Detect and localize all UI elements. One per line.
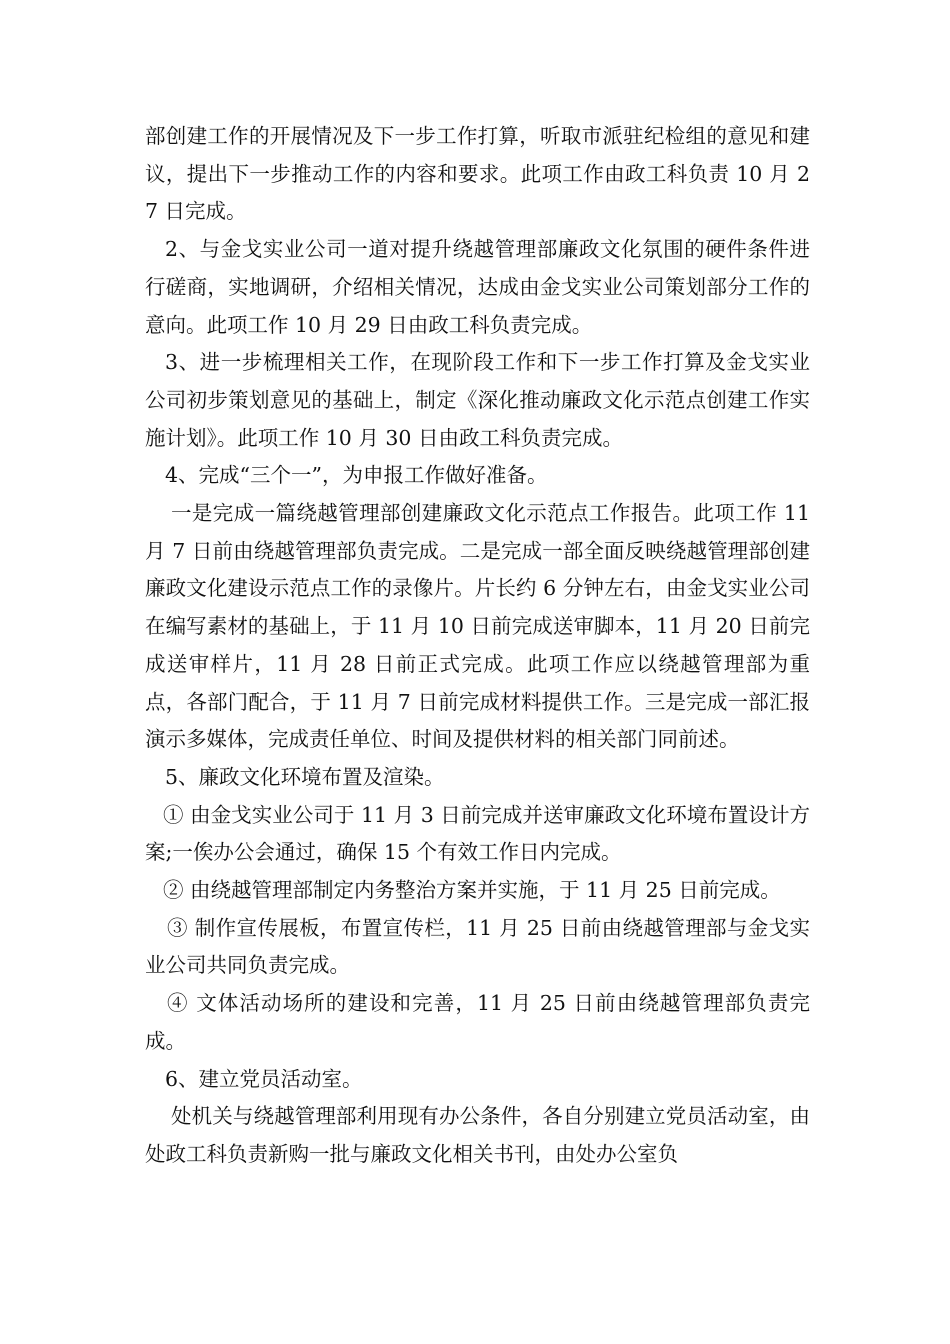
paragraph-sub-item-3: ③ 制作宣传展板，布置宣传栏，11 月 25 日前由绕越管理部与金戈实业公司共同负责完成。 <box>145 915 810 978</box>
paragraph-item-2: 2、与金戈实业公司一道对提升绕越管理部廉政文化氛围的硬件条件进行磋商，实地调研，介绍相关情况，达成由金戈实业公司策划部分工作的意向。此项工作 10 月 29 日由政工科负责完成。 <box>145 237 810 337</box>
paragraph-item-6-heading: 6、建立党员活动室。 <box>165 1066 363 1091</box>
document-body <box>145 118 810 1174</box>
paragraph-continuation: 部创建工作的开展情况及下一步工作打算，听取市派驻纪检组的意见和建议，提出下一步推动工作的内容和要求。此项工作由政工科负责 10 月 27 日完成。 <box>145 124 810 224</box>
paragraph-sub-item-2: ② 由绕越管理部制定内务整治方案并实施，于 11 月 25 日前完成。 <box>163 878 781 903</box>
paragraph-item-3: 3、进一步梳理相关工作，在现阶段工作和下一步工作打算及金戈实业公司初步策划意见的基础上，制定《深化推动廉政文化示范点创建工作实施计划》。此项工作 10 月 30 日由政工科负责完成。 <box>145 350 810 450</box>
paragraph-sub-item-4: ④ 文体活动场所的建设和完善，11 月 25 日前由绕越管理部负责完成。 <box>145 991 810 1053</box>
paragraph-item-5-heading: 5、廉政文化环境布置及渲染。 <box>165 764 445 789</box>
paragraph-item-4-heading: 4、完成“三个一”，为申报工作做好准备。 <box>165 463 548 488</box>
paragraph-activity-room: 处机关与绕越管理部利用现有办公条件，各自分别建立党员活动室，由处政工科负责新购一批与廉政文化相关书刊，由处办公室负 <box>145 1104 810 1166</box>
paragraph-three-ones: 一是完成一篇绕越管理部创建廉政文化示范点工作报告。此项工作 11 月 7 日前由绕越管理部负责完成。二是完成一部全面反映绕越管理部创建廉政文化建设示范点工作的录像片。片长约 6 分钟左右，由金戈实业公司在编写素材的基础上，于 11 月 10 日前完成送审脚本，11 月 20 日前完成送审样片，11 月 28 日前正式完成。此项工作应以绕越管理部为重点，各部门配合，于 11 月 7 日前完成材料提供工作。三是完成一部汇报演示多媒体，完成责任单位、时间及提供材料的相关部门同前述。 <box>145 501 810 752</box>
paragraph-sub-item-1: ① 由金戈实业公司于 11 月 3 日前完成并送审廉政文化环境布置设计方案;一俟办公会通过，确保 15 个有效工作日内完成。 <box>145 802 810 865</box>
